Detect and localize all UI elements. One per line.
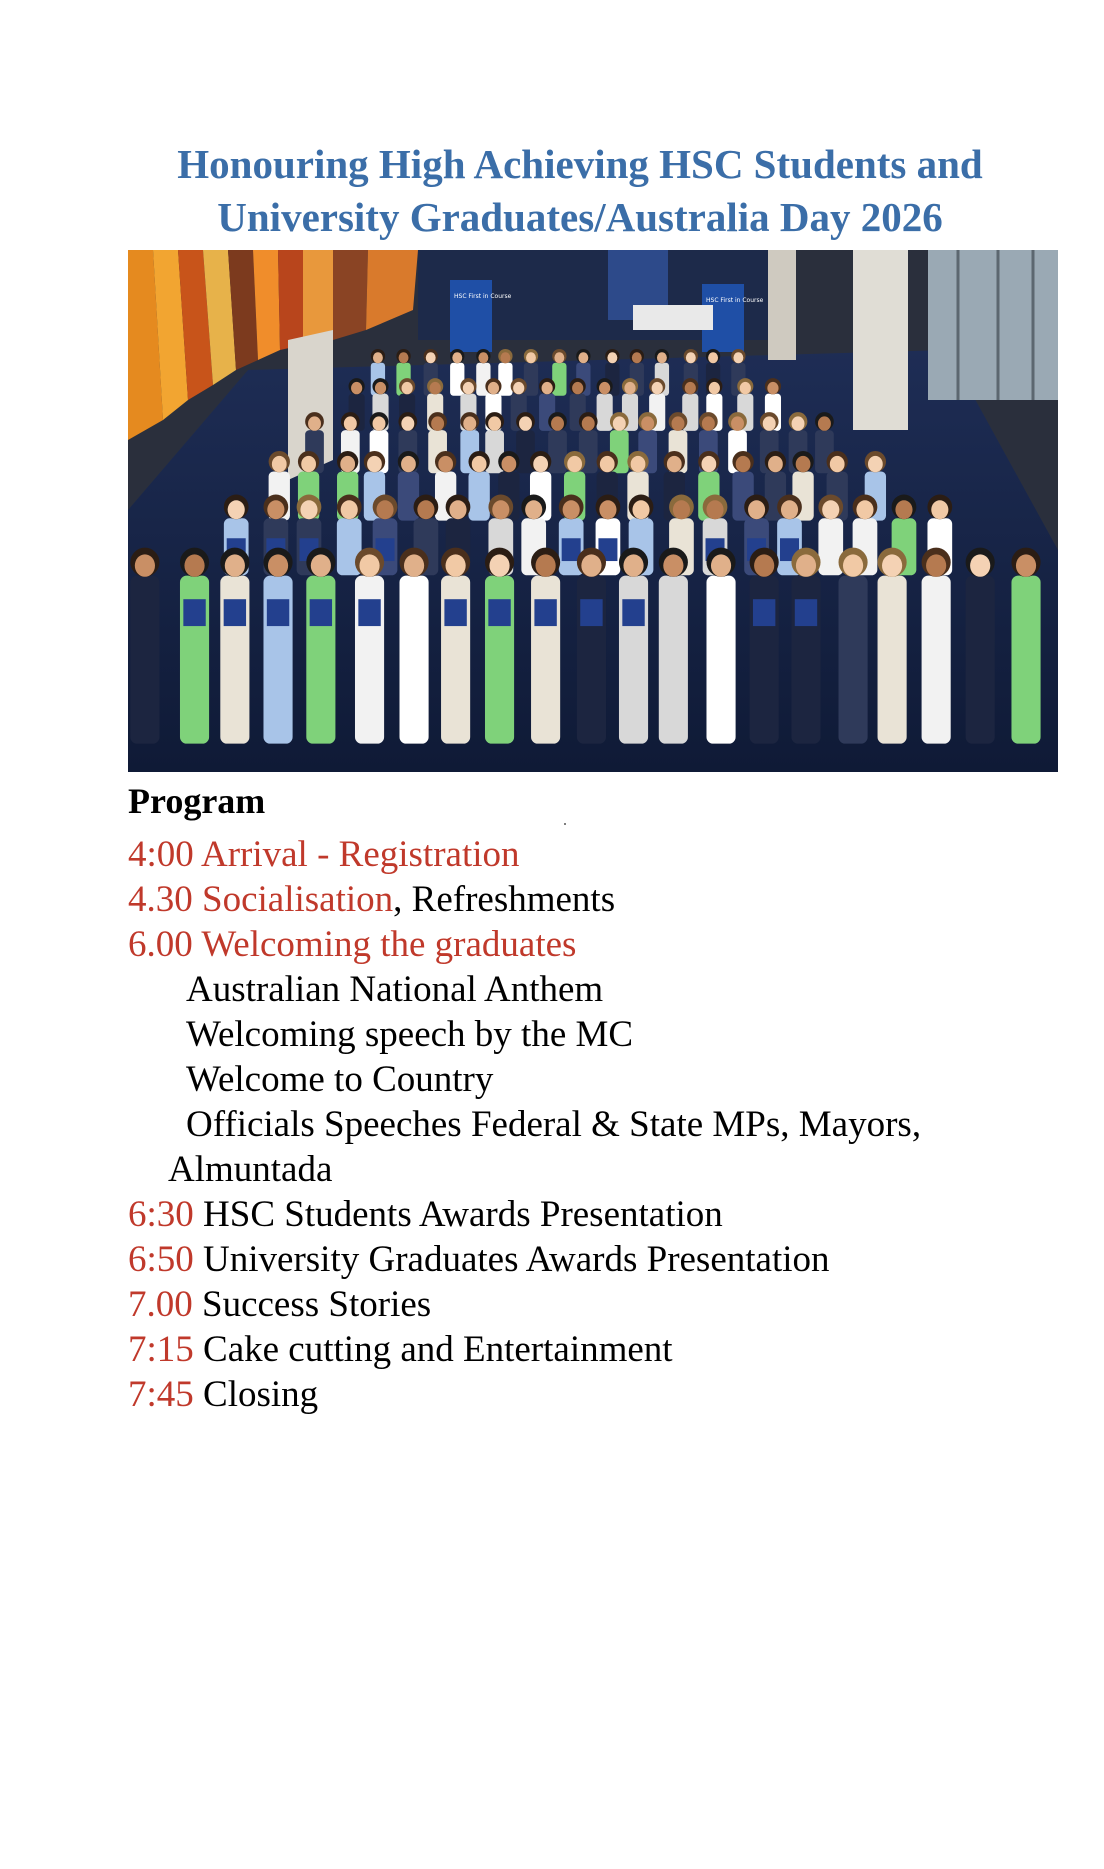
program-text: Officials Speeches Federal & State MPs, Mayors, — [186, 1104, 922, 1145]
program-time: 4:00 — [128, 834, 194, 875]
person-face — [463, 416, 476, 430]
person-face — [830, 456, 845, 472]
title-line-1: Honouring High Achieving HSC Students and — [177, 141, 983, 187]
certificate-folder — [310, 599, 332, 626]
certificate-folder — [224, 599, 246, 626]
person-face — [404, 554, 424, 576]
program-text: Success Stories — [192, 1284, 432, 1325]
person-face — [740, 382, 751, 394]
person-face — [763, 416, 776, 430]
person-face — [301, 456, 316, 472]
person-face — [657, 352, 667, 363]
person-face — [708, 352, 718, 363]
certificate-folder — [534, 599, 556, 626]
program-subitem — [186, 968, 603, 1012]
person-face — [492, 500, 509, 519]
person-face — [567, 456, 582, 472]
person-face — [572, 382, 583, 394]
person-face — [308, 416, 321, 430]
person-face — [582, 416, 595, 430]
person-body — [1011, 576, 1040, 744]
person-face — [623, 554, 643, 576]
person-face — [822, 500, 839, 519]
program-time: 7:45 — [128, 1374, 194, 1415]
person-face — [673, 500, 690, 519]
person-face — [599, 382, 610, 394]
person-face — [489, 554, 509, 576]
person-face — [472, 456, 487, 472]
person-face — [373, 352, 383, 363]
person-face — [931, 500, 948, 519]
person-body — [922, 576, 951, 744]
person-face — [767, 382, 778, 394]
person-face — [311, 554, 331, 576]
person-face — [667, 456, 682, 472]
program-time: 7.00 — [128, 1284, 193, 1325]
person-face — [300, 500, 317, 519]
program-item — [128, 923, 576, 967]
person-face — [706, 500, 723, 519]
program-item — [128, 1283, 431, 1327]
person-face — [533, 456, 548, 472]
person-face — [536, 554, 556, 576]
program-time: 4.30 — [128, 879, 193, 920]
program-text: Australian National Anthem — [186, 969, 604, 1010]
banner-2-text: HSC First in Course — [706, 297, 764, 304]
person-face — [641, 416, 654, 430]
person-face — [478, 352, 488, 363]
person-body — [498, 363, 512, 396]
person-face — [184, 554, 204, 576]
person-face — [402, 382, 413, 394]
person-face — [796, 456, 811, 472]
person-face — [449, 500, 466, 519]
program-time: 6:50 — [128, 1239, 194, 1280]
person-face — [709, 382, 720, 394]
person-face — [228, 500, 245, 519]
person-face — [563, 500, 580, 519]
person-face — [525, 500, 542, 519]
program-text: Welcoming speech by the MC — [186, 1014, 634, 1055]
person-face — [754, 554, 774, 576]
person-face — [401, 416, 414, 430]
certificate-folder — [488, 599, 510, 626]
program-time: 7:15 — [128, 1329, 194, 1370]
person-body — [552, 363, 566, 396]
person-face — [652, 382, 663, 394]
person-face — [672, 416, 685, 430]
certificate-folder — [622, 599, 644, 626]
certificate-folder — [795, 599, 817, 626]
certificate-folder — [444, 599, 466, 626]
person-face — [272, 456, 287, 472]
person-body — [468, 471, 489, 520]
person-face — [225, 554, 245, 576]
person-face — [375, 382, 386, 394]
person-face — [868, 456, 883, 472]
program-text: Cake cutting and Entertainment — [193, 1329, 673, 1370]
person-face — [401, 456, 416, 472]
program-subitem — [186, 1103, 921, 1147]
certificate-folder — [267, 599, 289, 626]
person-body — [966, 576, 995, 744]
certificate-folder — [580, 599, 602, 626]
person-face — [686, 352, 696, 363]
person-face — [500, 352, 510, 363]
person-face — [818, 416, 831, 430]
program-text: Closing — [193, 1374, 319, 1415]
person-face — [631, 456, 646, 472]
certificate-folder — [358, 599, 380, 626]
title-line-2: University Graduates/Australia Day 2026 — [217, 194, 943, 240]
program-text: , Refreshments — [393, 879, 616, 920]
person-face — [607, 352, 617, 363]
program-subitem — [168, 1148, 332, 1192]
person-face — [731, 416, 744, 430]
person-face — [376, 500, 393, 519]
person-face — [452, 352, 462, 363]
person-face — [344, 416, 357, 430]
person-body — [839, 576, 868, 744]
program-item — [128, 1238, 830, 1282]
group-photo — [128, 250, 1058, 772]
person-face — [736, 456, 751, 472]
person-face — [430, 382, 441, 394]
person-face — [267, 500, 284, 519]
program-time: 6:30 — [128, 1194, 194, 1235]
page-title — [130, 138, 1030, 244]
person-face — [446, 554, 466, 576]
program-item — [128, 1373, 318, 1417]
program-item — [128, 1328, 673, 1372]
program-item — [128, 1193, 723, 1237]
person-face — [268, 554, 288, 576]
person-face — [733, 352, 743, 363]
person-face — [431, 416, 444, 430]
person-face — [895, 500, 912, 519]
person-body — [548, 430, 567, 473]
person-face — [359, 554, 379, 576]
person-body — [706, 576, 735, 744]
person-face — [526, 352, 536, 363]
person-body — [130, 576, 159, 744]
person-face — [663, 554, 683, 576]
program-text-red: Socialisation — [192, 879, 394, 920]
person-face — [501, 456, 516, 472]
person-face — [685, 382, 696, 394]
certificate-folder — [753, 599, 775, 626]
person-face — [399, 352, 409, 363]
person-face — [792, 416, 805, 430]
person-body — [878, 576, 907, 744]
person-face — [367, 456, 382, 472]
person-face — [856, 500, 873, 519]
person-face — [796, 554, 816, 576]
program-text: University Graduates Awards Presentation — [193, 1239, 830, 1280]
person-body — [659, 576, 688, 744]
program-item — [128, 878, 615, 922]
person-face — [632, 352, 642, 363]
person-face — [781, 500, 798, 519]
person-face — [341, 500, 358, 519]
program-subitem — [186, 1058, 493, 1102]
program-heading: Program — [128, 781, 266, 821]
person-face — [882, 554, 902, 576]
person-face — [624, 382, 635, 394]
person-face — [551, 416, 564, 430]
person-body — [399, 576, 428, 744]
person-face — [843, 554, 863, 576]
person-face — [542, 382, 553, 394]
person-face — [970, 554, 990, 576]
person-face — [340, 456, 355, 472]
person-face — [426, 352, 436, 363]
stray-dot — [564, 823, 566, 825]
program-time: 6.00 — [128, 924, 193, 965]
person-body — [597, 394, 613, 431]
person-face — [554, 352, 564, 363]
person-body — [524, 363, 538, 396]
person-face — [581, 554, 601, 576]
program-text: Welcome to Country — [186, 1059, 494, 1100]
person-face — [488, 416, 501, 430]
banner-1-text: HSC First in Course — [454, 293, 512, 300]
person-face — [748, 500, 765, 519]
person-face — [438, 456, 453, 472]
person-face — [613, 416, 626, 430]
person-face — [135, 554, 155, 576]
person-face — [417, 500, 434, 519]
person-face — [578, 352, 588, 363]
person-face — [463, 382, 474, 394]
person-face — [600, 456, 615, 472]
person-face — [599, 500, 616, 519]
program-item — [128, 833, 520, 877]
person-face — [632, 500, 649, 519]
person-face — [373, 416, 386, 430]
person-face — [926, 554, 946, 576]
program-text-red: Welcoming the graduates — [192, 924, 577, 965]
person-face — [702, 416, 715, 430]
program-subitem — [186, 1013, 633, 1057]
person-face — [351, 382, 362, 394]
person-face — [768, 456, 783, 472]
person-face — [1016, 554, 1036, 576]
person-face — [701, 456, 716, 472]
person-face — [519, 416, 532, 430]
program-text-red: Arrival - Registration — [193, 834, 520, 875]
certificate-folder — [183, 599, 205, 626]
person-face — [488, 382, 499, 394]
person-face — [513, 382, 524, 394]
program-text: Almuntada — [168, 1149, 333, 1190]
person-face — [711, 554, 731, 576]
program-text: HSC Students Awards Presentation — [193, 1194, 723, 1235]
